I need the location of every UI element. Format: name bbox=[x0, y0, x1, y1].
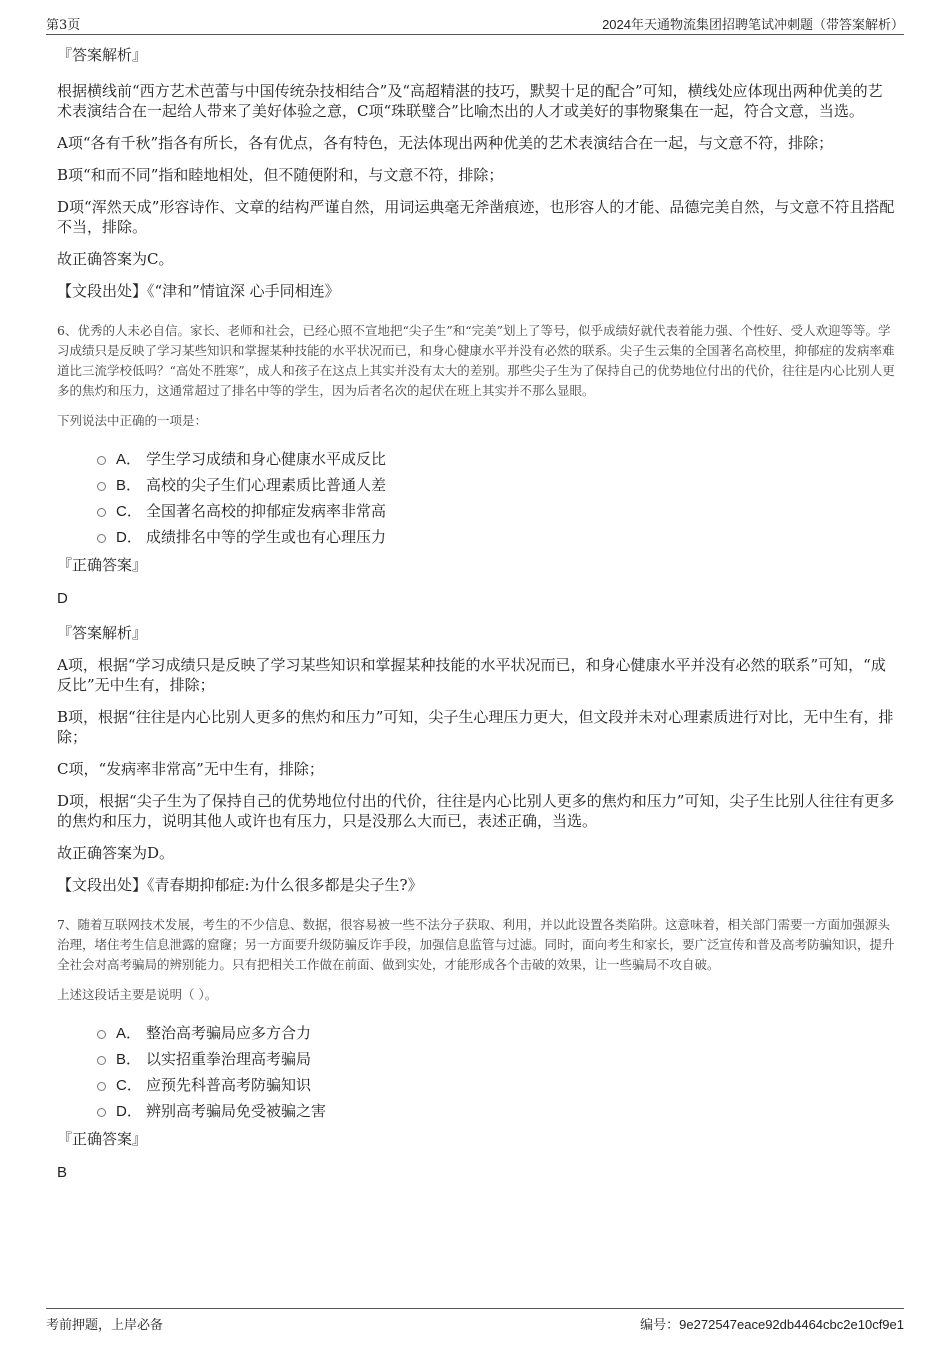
page-number: 第3页 bbox=[46, 18, 81, 33]
q6-conclusion: 故正确答案为D。 bbox=[57, 844, 175, 862]
q6-source: 【文段出处】《青春期抑郁症:为什么很多都是尖子生?》 bbox=[57, 876, 423, 894]
q6-option-b[interactable]: B． 高校的尖子生们心理素质比普通人差 bbox=[97, 471, 897, 497]
q6-options bbox=[97, 445, 897, 549]
q7-option-b[interactable]: B． 以实招重拳治理高考骗局 bbox=[97, 1045, 897, 1071]
q7-stem: 7、随着互联网技术发展，考生的不少信息、数据，很容易被一些不法分子获取、利用，并以此设置各类陷阱。这意味着，相关部门需要一方面加强源头治理，堵住考生信息泄露的窟窿；另一方面要升级防骗反诈手段，加强信息监管与过滤。同时，面向考生和家长，要广泛宣传和普及高考防骗知识，提升全社会对高考骗局的辨别能力。只有把相关工作做在前面、做到实处，才能形成各个击破的效果，让一些骗局不攻自破。 bbox=[57, 917, 895, 972]
radio-icon[interactable] bbox=[97, 456, 106, 465]
document-title: 2024年天通物流集团招聘笔试冲刺题（带答案解析） bbox=[602, 17, 904, 32]
q7-correct-answer: B bbox=[57, 1164, 68, 1181]
q7-option-d[interactable]: D． 辨别高考骗局免受被骗之害 bbox=[97, 1097, 897, 1123]
q5-analysis-main: 根据横线前“西方艺术芭蕾与中国传统杂技相结合”及“高超精湛的技巧，默契十足的配合”可知，横线处应体现出两种优美的艺术表演结合在一起给人带来了美好体验之意，C项“珠联璧合”比喻杰出的人才或美好的事物聚集在一起，符合文意，当选。 bbox=[57, 82, 883, 120]
radio-icon[interactable] bbox=[97, 1056, 106, 1065]
radio-icon[interactable] bbox=[97, 534, 106, 543]
page-header bbox=[46, 14, 904, 35]
q6-option-a[interactable]: A． 学生学习成绩和身心健康水平成反比 bbox=[97, 445, 897, 471]
q5-conclusion: 故正确答案为C。 bbox=[57, 250, 174, 268]
radio-icon[interactable] bbox=[97, 1030, 106, 1039]
q5-analysis-a: A项“各有千秋”指各有所长，各有优点，各有特色，无法体现出两种优美的艺术表演结合在一起，与文意不符，排除； bbox=[57, 134, 834, 152]
q6-analysis-label: 『答案解析』 bbox=[57, 624, 148, 642]
q6-analysis-b: B项，根据“往往是内心比别人更多的焦灼和压力”可知，尖子生心理压力更大，但文段并未对心理素质进行对比，无中生有，排除； bbox=[57, 708, 894, 746]
q6-option-d[interactable]: D． 成绩排名中等的学生或也有心理压力 bbox=[97, 523, 897, 549]
footer-slogan: 考前押题，上岸必备 bbox=[46, 1318, 164, 1333]
q5-analysis-b: B项“和而不同”指和睦地相处，但不随便附和，与文意不符，排除； bbox=[57, 166, 504, 184]
page-footer bbox=[46, 1308, 904, 1333]
q6-analysis-a: A项，根据“学习成绩只是反映了学习某些知识和掌握某种技能的水平状况而已，和身心健康水平并没有必然的联系”可知，“成反比”无中生有，排除； bbox=[57, 656, 886, 694]
document-body bbox=[57, 45, 897, 1197]
q5-analysis-label: 『答案解析』 bbox=[57, 46, 148, 64]
q6-prompt: 下列说法中正确的一项是： bbox=[57, 413, 208, 428]
q6-option-c[interactable]: C． 全国著名高校的抑郁症发病率非常高 bbox=[97, 497, 897, 523]
q6-correct-label: 『正确答案』 bbox=[57, 556, 148, 574]
radio-icon[interactable] bbox=[97, 1082, 106, 1091]
q6-stem: 6、优秀的人未必自信。家长、老师和社会，已经心照不宣地把“尖子生”和“完美”划上了等号，似乎成绩好就代表着能力强、个性好、受人欢迎等等。学习成绩只是反映了学习某些知识和掌握某种技能的水平状况而已，和身心健康水平并没有必然的联系。尖子生云集的全国著名高校里，抑郁症的发病率难道比三流学校低吗？“高处不胜寒”，成人和孩子在这点上其实并没有太大的差别。那些尖子生为了保持自己的优势地位付出的代价，往往是内心比别人更多的焦灼和压力，这通常超过了排名中等的学生，因为后者名次的起伏在班上其实并不那么显眼。 bbox=[57, 323, 895, 398]
q5-analysis-d: D项“浑然天成”形容诗作、文章的结构严谨自然，用词运典毫无斧凿痕迹，也形容人的才能、品德完美自然，与文意不符且搭配不当，排除。 bbox=[57, 198, 895, 236]
q6-analysis-c: C项，“发病率非常高”无中生有，排除； bbox=[57, 760, 324, 778]
q6-analysis-d: D项，根据“尖子生为了保持自己的优势地位付出的代价，往往是内心比别人更多的焦灼和压力”可知，尖子生比别人往往有更多的焦灼和压力，说明其他人或许也有压力，只是没那么大而已，表述正确，当选。 bbox=[57, 792, 895, 830]
q7-option-c[interactable]: C． 应预先科普高考防骗知识 bbox=[97, 1071, 897, 1097]
q5-source: 【文段出处】《“津和”情谊深 心手同相连》 bbox=[57, 282, 340, 300]
q7-options bbox=[97, 1019, 897, 1123]
radio-icon[interactable] bbox=[97, 508, 106, 517]
q7-prompt: 上述这段话主要是说明（ ）。 bbox=[57, 987, 218, 1002]
document-id: 编号：9e272547eace92db4464cbc2e10cf9e1 bbox=[640, 1317, 904, 1332]
radio-icon[interactable] bbox=[97, 482, 106, 491]
radio-icon[interactable] bbox=[97, 1108, 106, 1117]
q7-option-a[interactable]: A． 整治高考骗局应多方合力 bbox=[97, 1019, 897, 1045]
q7-correct-label: 『正确答案』 bbox=[57, 1130, 148, 1148]
q6-correct-answer: D bbox=[57, 590, 68, 607]
